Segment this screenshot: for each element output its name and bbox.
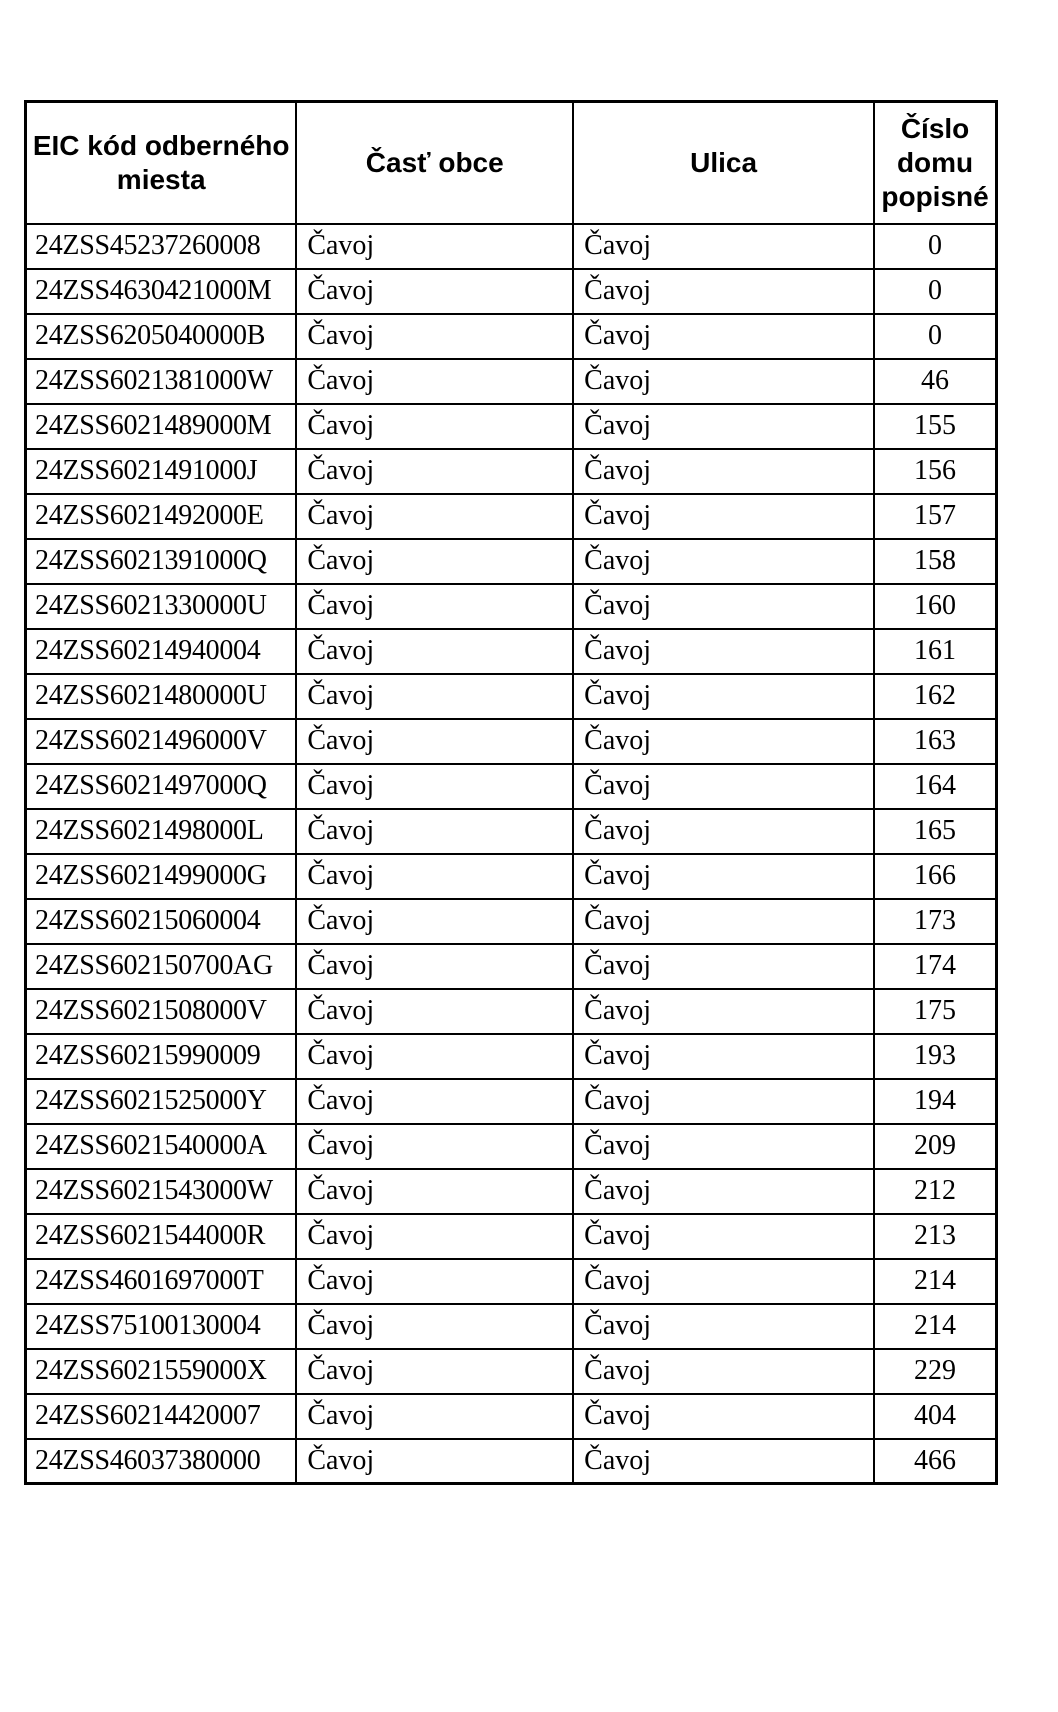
part-of-municipality-cell: Čavoj <box>296 899 573 944</box>
eic-code-cell: 24ZSS6021559000X <box>26 1349 297 1394</box>
street-cell: Čavoj <box>573 899 874 944</box>
street-cell: Čavoj <box>573 1124 874 1169</box>
part-of-municipality-cell: Čavoj <box>296 1439 573 1484</box>
house-number-cell: 165 <box>874 809 996 854</box>
table-row <box>26 629 997 674</box>
eic-code-cell: 24ZSS4601697000T <box>26 1259 297 1304</box>
street-cell: Čavoj <box>573 1439 874 1484</box>
part-of-municipality-cell: Čavoj <box>296 494 573 539</box>
eic-code-cell: 24ZSS6021330000U <box>26 584 297 629</box>
street-cell: Čavoj <box>573 629 874 674</box>
part-of-municipality-cell: Čavoj <box>296 989 573 1034</box>
house-number-cell: 229 <box>874 1349 996 1394</box>
house-number-cell: 46 <box>874 359 996 404</box>
house-number-cell: 173 <box>874 899 996 944</box>
house-number-cell: 155 <box>874 404 996 449</box>
table-row <box>26 1169 997 1214</box>
table-row <box>26 989 997 1034</box>
part-of-municipality-cell: Čavoj <box>296 1124 573 1169</box>
table-row <box>26 404 997 449</box>
part-of-municipality-cell: Čavoj <box>296 224 573 269</box>
eic-code-cell: 24ZSS6021391000Q <box>26 539 297 584</box>
table-row <box>26 449 997 494</box>
part-of-municipality-cell: Čavoj <box>296 584 573 629</box>
part-of-municipality-cell: Čavoj <box>296 674 573 719</box>
street-cell: Čavoj <box>573 1259 874 1304</box>
eic-code-cell: 24ZSS6021544000R <box>26 1214 297 1259</box>
house-number-cell: 214 <box>874 1259 996 1304</box>
house-number-cell: 194 <box>874 1079 996 1124</box>
eic-code-cell: 24ZSS46037380000 <box>26 1439 297 1484</box>
part-of-municipality-cell: Čavoj <box>296 1304 573 1349</box>
part-of-municipality-cell: Čavoj <box>296 719 573 764</box>
eic-code-cell: 24ZSS60215990009 <box>26 1034 297 1079</box>
street-cell: Čavoj <box>573 1034 874 1079</box>
eic-code-cell: 24ZSS6021492000E <box>26 494 297 539</box>
house-number-cell: 0 <box>874 224 996 269</box>
table-row <box>26 1214 997 1259</box>
house-number-cell: 0 <box>874 314 996 359</box>
table-header <box>26 102 997 224</box>
street-cell: Čavoj <box>573 1304 874 1349</box>
house-number-cell: 164 <box>874 764 996 809</box>
street-cell: Čavoj <box>573 809 874 854</box>
street-cell: Čavoj <box>573 404 874 449</box>
part-of-municipality-cell: Čavoj <box>296 1169 573 1214</box>
part-of-municipality-cell: Čavoj <box>296 1079 573 1124</box>
house-number-cell: 213 <box>874 1214 996 1259</box>
street-cell: Čavoj <box>573 1079 874 1124</box>
eic-code-cell: 24ZSS6021491000J <box>26 449 297 494</box>
table-row <box>26 764 997 809</box>
house-number-cell: 209 <box>874 1124 996 1169</box>
part-of-municipality-cell: Čavoj <box>296 359 573 404</box>
house-number-cell: 166 <box>874 854 996 899</box>
street-cell: Čavoj <box>573 944 874 989</box>
house-number-cell: 162 <box>874 674 996 719</box>
table-row <box>26 1079 997 1124</box>
house-number-cell: 175 <box>874 989 996 1034</box>
part-of-municipality-cell: Čavoj <box>296 1394 573 1439</box>
eic-code-cell: 24ZSS60215060004 <box>26 899 297 944</box>
table-row <box>26 899 997 944</box>
part-of-municipality-cell: Čavoj <box>296 269 573 314</box>
part-of-municipality-cell: Čavoj <box>296 404 573 449</box>
street-cell: Čavoj <box>573 854 874 899</box>
house-number-cell: 0 <box>874 269 996 314</box>
street-cell: Čavoj <box>573 1394 874 1439</box>
eic-code-cell: 24ZSS6021499000G <box>26 854 297 899</box>
part-of-municipality-cell: Čavoj <box>296 764 573 809</box>
table-row <box>26 719 997 764</box>
table-row <box>26 224 997 269</box>
street-cell: Čavoj <box>573 1214 874 1259</box>
eic-code-cell: 24ZSS6021381000W <box>26 359 297 404</box>
table-body <box>26 224 997 1484</box>
eic-table <box>24 100 998 1485</box>
house-number-cell: 193 <box>874 1034 996 1079</box>
street-cell: Čavoj <box>573 719 874 764</box>
part-of-municipality-cell: Čavoj <box>296 629 573 674</box>
house-number-cell: 214 <box>874 1304 996 1349</box>
table-row <box>26 674 997 719</box>
eic-code-cell: 24ZSS6021543000W <box>26 1169 297 1214</box>
table-row <box>26 269 997 314</box>
header-street: Ulica <box>573 102 874 224</box>
part-of-municipality-cell: Čavoj <box>296 809 573 854</box>
table-row <box>26 1439 997 1484</box>
house-number-cell: 466 <box>874 1439 996 1484</box>
part-of-municipality-cell: Čavoj <box>296 1259 573 1304</box>
street-cell: Čavoj <box>573 269 874 314</box>
eic-code-cell: 24ZSS6205040000B <box>26 314 297 359</box>
street-cell: Čavoj <box>573 449 874 494</box>
table-row <box>26 1394 997 1439</box>
table-row <box>26 494 997 539</box>
header-part: Časť obce <box>296 102 573 224</box>
house-number-cell: 212 <box>874 1169 996 1214</box>
house-number-cell: 158 <box>874 539 996 584</box>
part-of-municipality-cell: Čavoj <box>296 1034 573 1079</box>
part-of-municipality-cell: Čavoj <box>296 944 573 989</box>
table-row <box>26 854 997 899</box>
house-number-cell: 156 <box>874 449 996 494</box>
house-number-cell: 404 <box>874 1394 996 1439</box>
street-cell: Čavoj <box>573 584 874 629</box>
header-eic: EIC kód odberného miesta <box>26 102 297 224</box>
eic-code-cell: 24ZSS60214420007 <box>26 1394 297 1439</box>
house-number-cell: 161 <box>874 629 996 674</box>
table-row <box>26 314 997 359</box>
house-number-cell: 174 <box>874 944 996 989</box>
eic-code-cell: 24ZSS6021508000V <box>26 989 297 1034</box>
table-row <box>26 1304 997 1349</box>
street-cell: Čavoj <box>573 494 874 539</box>
table-row <box>26 1259 997 1304</box>
eic-code-cell: 24ZSS75100130004 <box>26 1304 297 1349</box>
eic-code-cell: 24ZSS602150700AG <box>26 944 297 989</box>
part-of-municipality-cell: Čavoj <box>296 539 573 584</box>
street-cell: Čavoj <box>573 1349 874 1394</box>
part-of-municipality-cell: Čavoj <box>296 449 573 494</box>
eic-code-cell: 24ZSS60214940004 <box>26 629 297 674</box>
eic-code-cell: 24ZSS4630421000M <box>26 269 297 314</box>
header-row <box>26 102 997 224</box>
street-cell: Čavoj <box>573 674 874 719</box>
header-number: Číslo domu popisné <box>874 102 996 224</box>
street-cell: Čavoj <box>573 1169 874 1214</box>
table-row <box>26 584 997 629</box>
house-number-cell: 157 <box>874 494 996 539</box>
street-cell: Čavoj <box>573 539 874 584</box>
eic-code-cell: 24ZSS6021497000Q <box>26 764 297 809</box>
house-number-cell: 163 <box>874 719 996 764</box>
house-number-cell: 160 <box>874 584 996 629</box>
table-row <box>26 809 997 854</box>
table-row <box>26 359 997 404</box>
table-row <box>26 1349 997 1394</box>
street-cell: Čavoj <box>573 224 874 269</box>
table-row <box>26 1034 997 1079</box>
eic-code-cell: 24ZSS6021540000A <box>26 1124 297 1169</box>
eic-code-cell: 24ZSS6021496000V <box>26 719 297 764</box>
eic-code-cell: 24ZSS6021525000Y <box>26 1079 297 1124</box>
part-of-municipality-cell: Čavoj <box>296 854 573 899</box>
table-row <box>26 944 997 989</box>
street-cell: Čavoj <box>573 314 874 359</box>
eic-code-cell: 24ZSS6021498000L <box>26 809 297 854</box>
part-of-municipality-cell: Čavoj <box>296 1349 573 1394</box>
street-cell: Čavoj <box>573 764 874 809</box>
eic-code-cell: 24ZSS6021480000U <box>26 674 297 719</box>
street-cell: Čavoj <box>573 359 874 404</box>
eic-code-cell: 24ZSS6021489000M <box>26 404 297 449</box>
part-of-municipality-cell: Čavoj <box>296 314 573 359</box>
part-of-municipality-cell: Čavoj <box>296 1214 573 1259</box>
eic-code-cell: 24ZSS45237260008 <box>26 224 297 269</box>
table-row <box>26 539 997 584</box>
street-cell: Čavoj <box>573 989 874 1034</box>
table-row <box>26 1124 997 1169</box>
